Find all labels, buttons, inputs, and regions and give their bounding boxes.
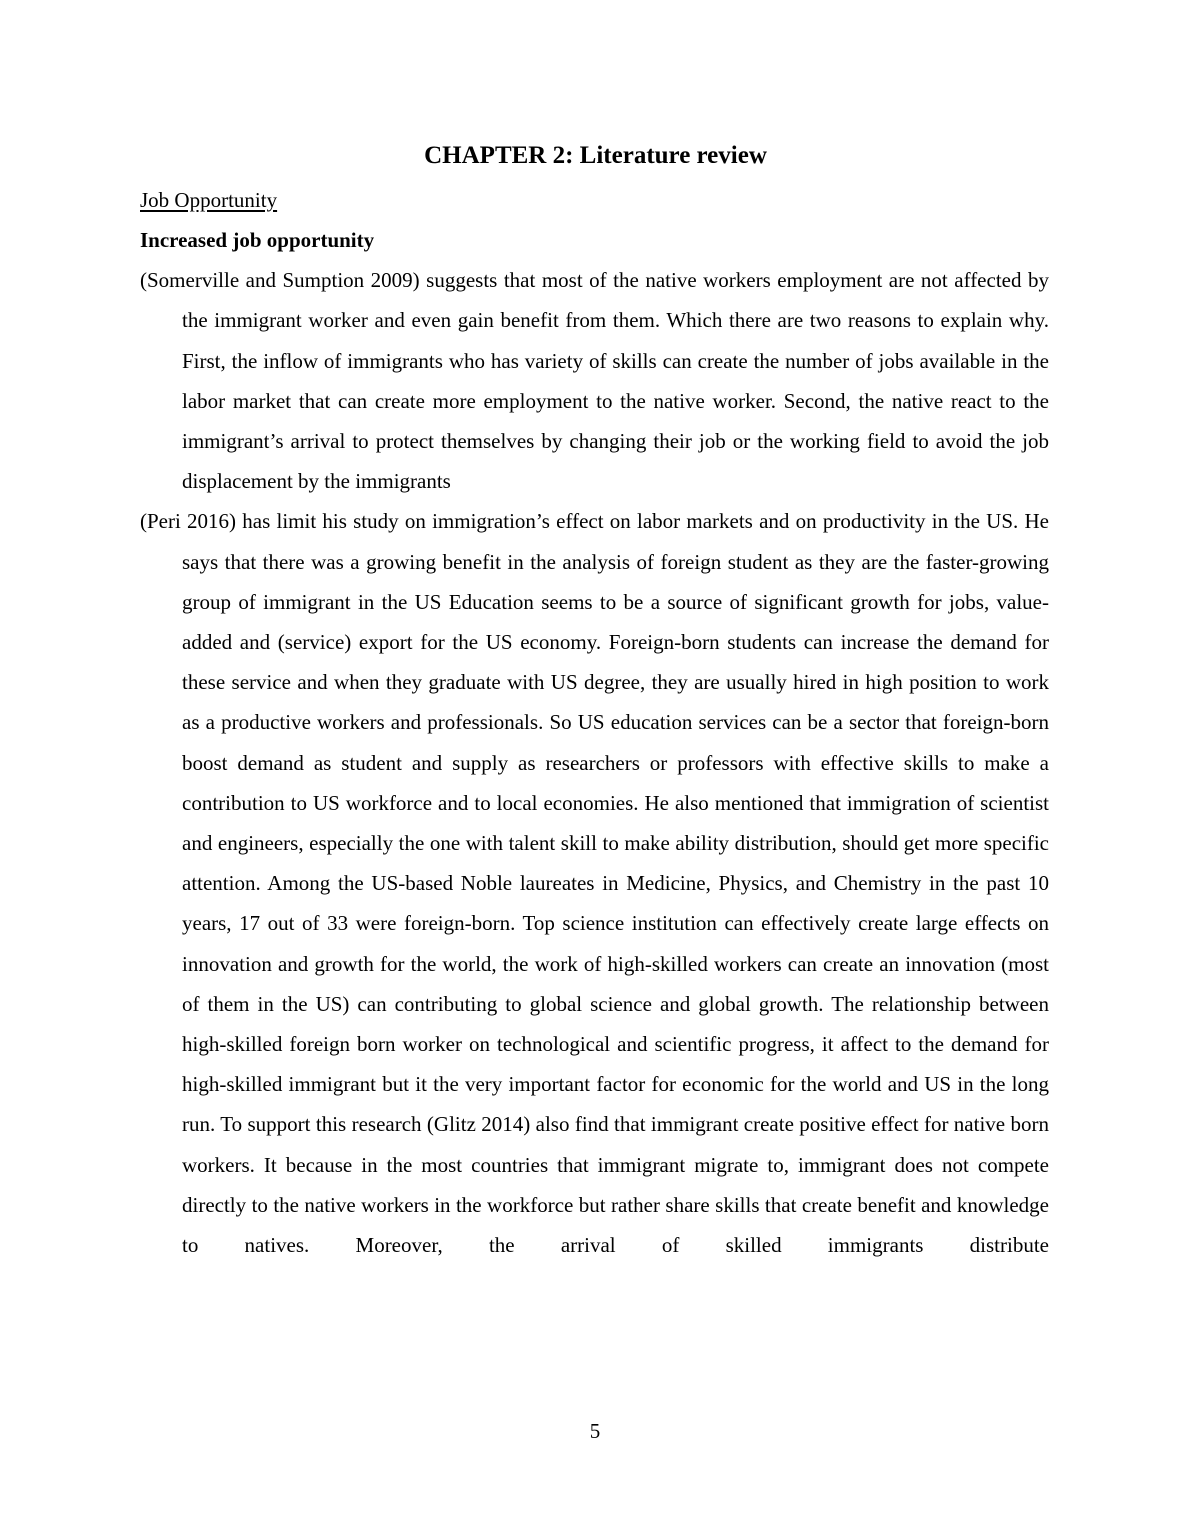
body-paragraph: (Somerville and Sumption 2009) suggests that most of the native workers employment are not affected by the immigrant worker and even gain benefit from them. Which there are two reasons to explain why. First, the inflow of immigrants who has variety of skills can create the number of jobs available in the labor market that can create more employment to the native worker. Second, the native react to the immigrant’s arrival to protect themselves by changing their job or the working field to avoid the job displacement by the immigrants (140, 268, 1049, 494)
chapter-title: CHAPTER 2: Literature review (424, 142, 767, 169)
page-number: 5 (589, 1419, 601, 1443)
body-paragraph: (Peri 2016) has limit his study on immigration’s effect on labor markets and on productivity in the US. He says that there was a growing benefit in the analysis of foreign student as they are the faster-growing group of immigrant in the US Education seems to be a source of significant growth for jobs, value-added and (service) export for the US economy. Foreign-born students can increase the demand for these service and when they graduate with US degree, they are usually hired in high position to work as a productive workers and professionals. So US education services can be a sector that foreign-born boost demand as student and supply as researchers or professors with effective skills to make a contribution to US workforce and to local economies. He also mentioned that immigration of scientist and engineers, especially the one with talent skill to make ability distribution, should get more specific attention. Among the US-based Noble laureates in Medicine, Physics, and Chemistry in the past 10 years, 17 out of 33 were foreign-born. Top science institution can effectively create large effects on innovation and growth for the world, the work of high-skilled workers can create an innovation (most of them in the US) can contributing to global science and global growth. The relationship between high-skilled foreign born worker on technological and scientific progress, it affect to the demand for high-skilled immigrant but it the very important factor for economic for the world and US in the long run. To support this research (Glitz 2014) also find that immigrant create positive effect for native born workers. It because in the most countries that immigrant migrate to, immigrant does not compete directly to the native workers in the workforce but rather share skills that create benefit and knowledge to natives. Moreover, the arrival of skilled immigrants distribute (140, 509, 1049, 1258)
section-heading-text: Job Opportunity (140, 188, 278, 212)
subsection-heading: Increased job opportunity (140, 228, 375, 252)
page-body (140, 136, 1049, 1265)
section-heading (140, 180, 1049, 220)
